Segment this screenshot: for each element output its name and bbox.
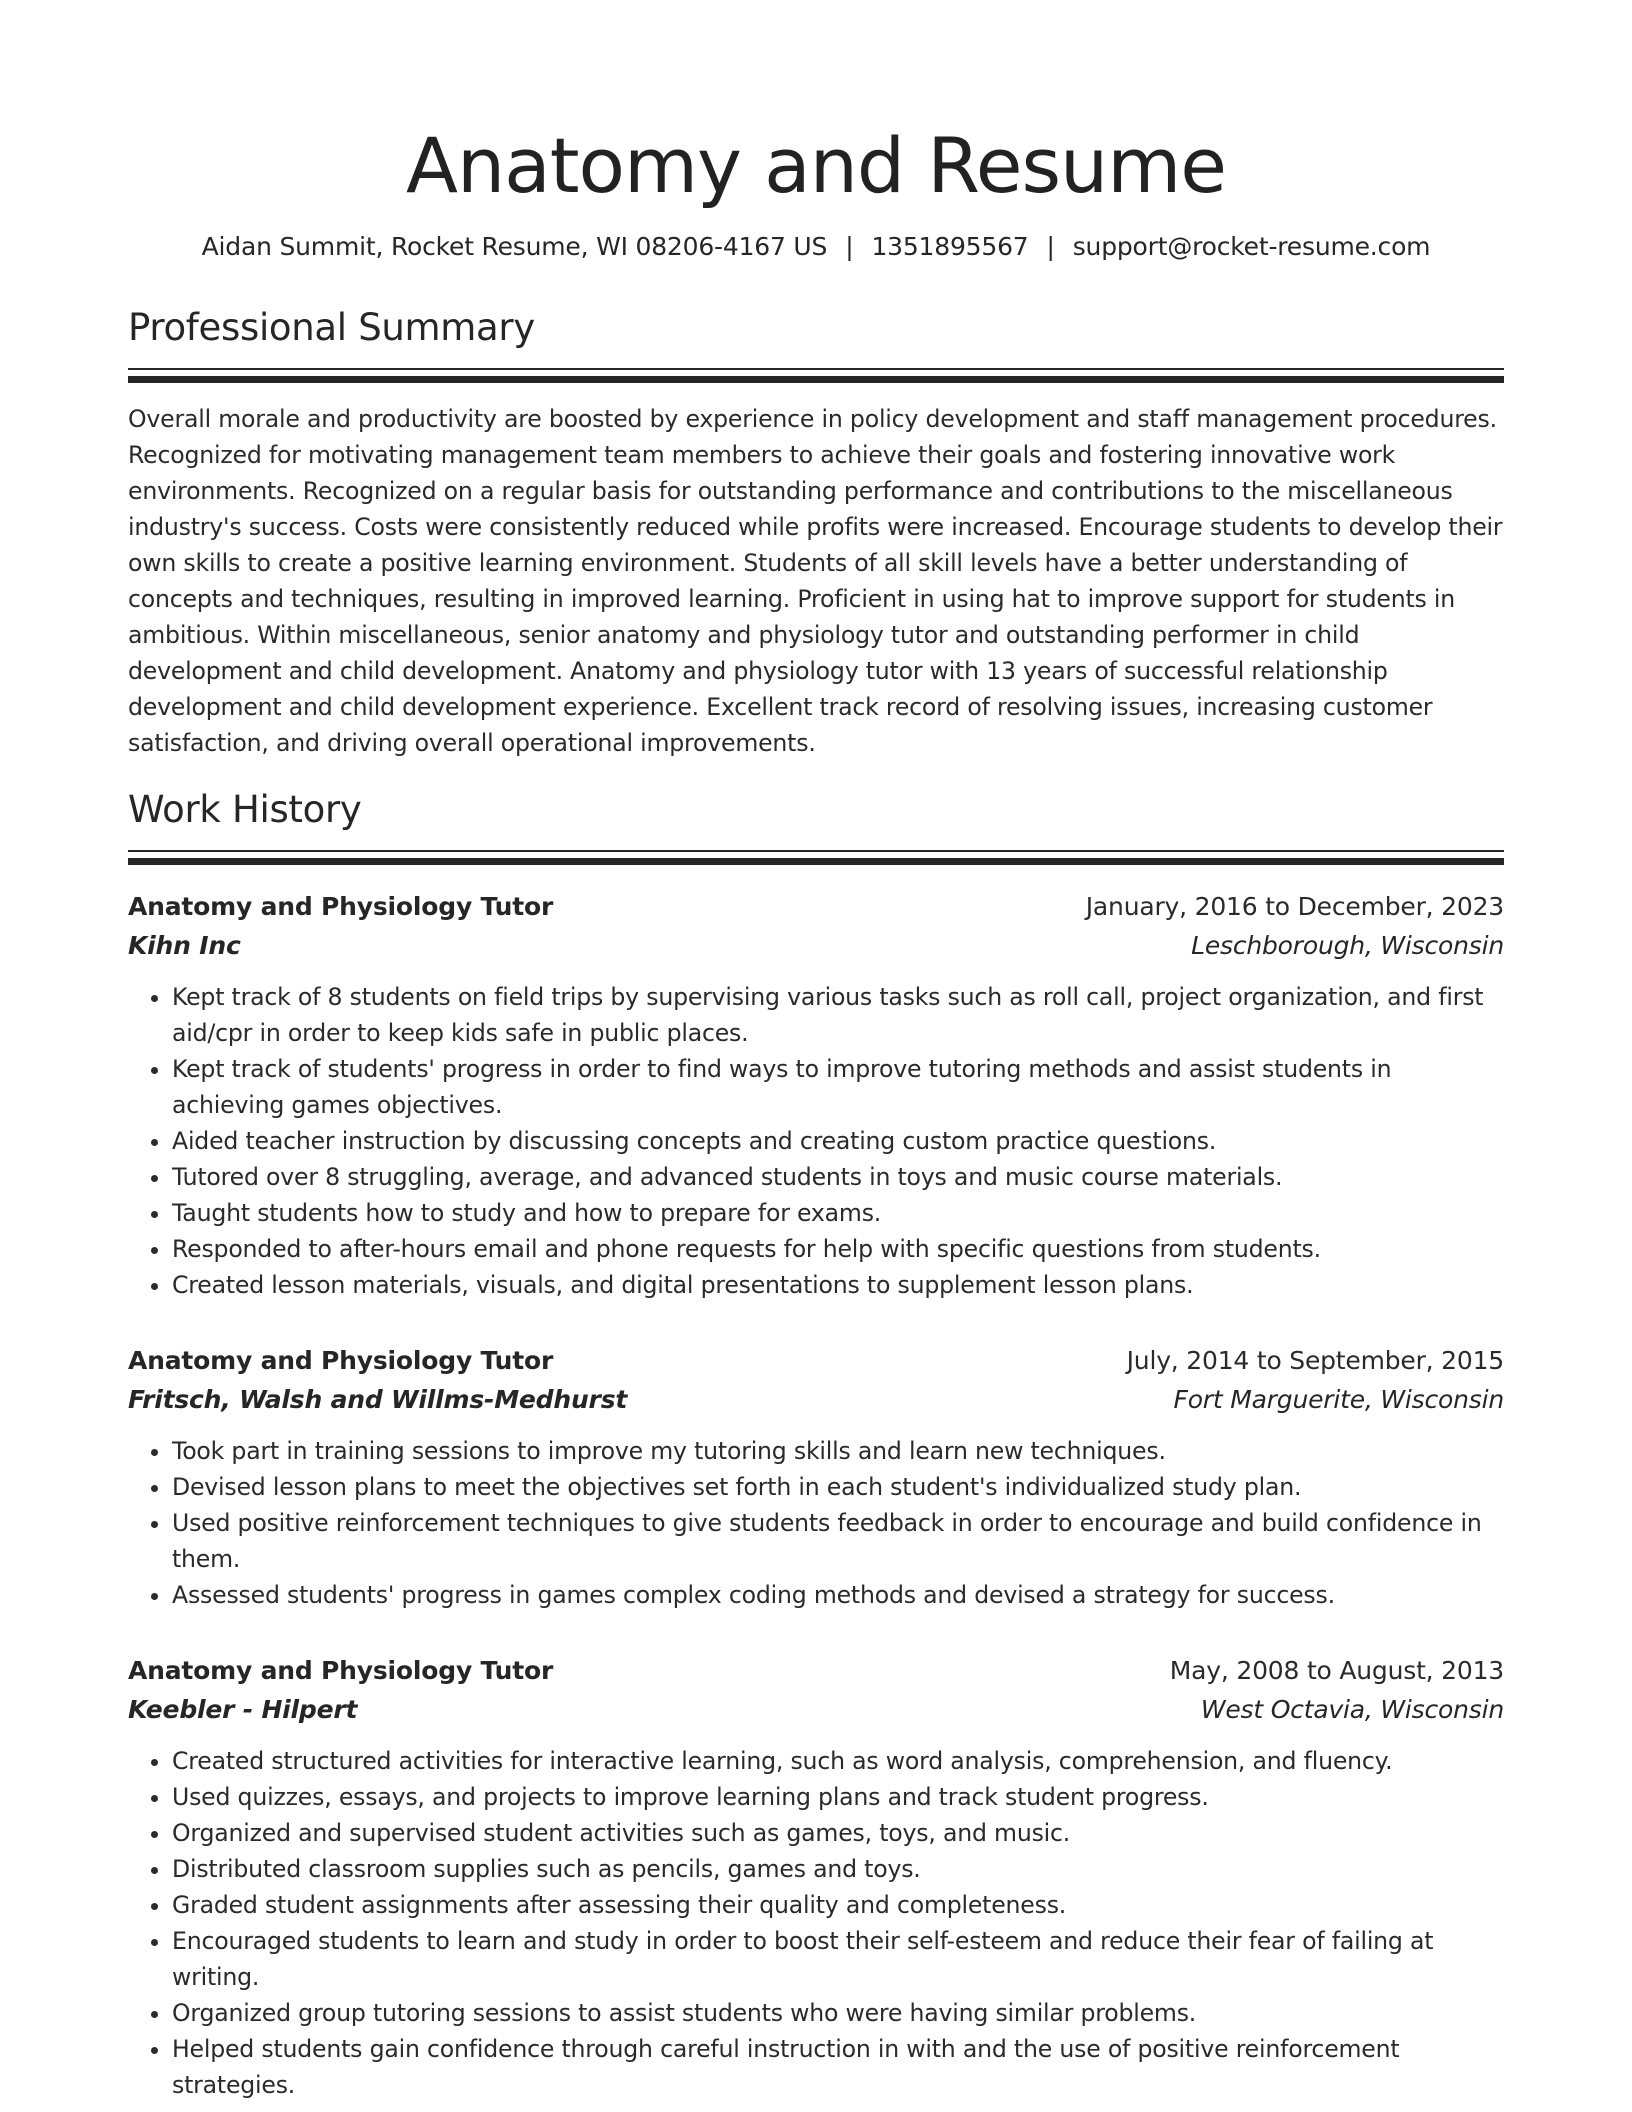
job-company-line: [128, 926, 1504, 965]
contact-address: Aidan Summit, Rocket Resume, WI 08206-4167 US: [201, 232, 828, 261]
job-bullet: • Used quizzes, essays, and projects to improve learning plans and track student progress.: [172, 1779, 1504, 1815]
section-title: Professional Summary: [128, 306, 535, 349]
job-company: Fritsch, Walsh and Willms-Medhurst: [128, 1385, 628, 1414]
section-work-history: [128, 788, 1504, 865]
job-bullet: • Created lesson materials, visuals, and digital presentations to supplement lesson plans.: [172, 1267, 1504, 1303]
contact-separator: |: [845, 232, 854, 261]
job-title: Anatomy and Physiology Tutor: [128, 1346, 554, 1375]
section-rule-thick: [128, 858, 1504, 865]
summary-text: Overall morale and productivity are boosted by experience in policy development and staff management procedures. Recognized for motivating management team members to achieve their goals and fostering innovative work environments. Recognized on a regular basis for outstanding performance and contributions to the miscellaneous industry's success. Costs were consistently reduced while profits were increased. Encourage students to develop their own skills to create a positive learning environment. Students of all skill levels have a better understanding of concepts and techniques, resulting in improved learning. Proficient in using hat to improve support for students in ambitious. Within miscellaneous, senior anatomy and physiology tutor and outstanding performer in child development and child development. Anatomy and physiology tutor with 13 years of successful relationship development and child development experience. Excellent track record of resolving issues, increasing customer satisfaction, and driving overall operational improvements.: [128, 405, 1503, 757]
job-location: Leschborough, Wisconsin: [1191, 931, 1504, 960]
section-rule-thick: [128, 376, 1504, 383]
section-professional-summary: [128, 306, 1504, 383]
job-bullet: • Kept track of students' progress in order to find ways to improve tutoring methods and assist students in achieving games objectives.: [172, 1051, 1504, 1123]
resume-page: [128, 110, 1504, 2103]
job-company: Keebler - Hilpert: [128, 1695, 358, 1724]
job-bullet: • Took part in training sessions to improve my tutoring skills and learn new techniques.: [172, 1433, 1504, 1469]
job-bullet: • Aided teacher instruction by discussing concepts and creating custom practice questions.: [172, 1123, 1504, 1159]
job-bullet: • Kept track of 8 students on field trips by supervising various tasks such as roll call, project organization, and first aid/cpr in order to keep kids safe in public places.: [172, 979, 1504, 1051]
resume-name: Anatomy and Resume: [405, 121, 1227, 210]
job-dates: July, 2014 to September, 2015: [1126, 1346, 1504, 1375]
job-entry: [128, 887, 1504, 1303]
job-company-line: [128, 1690, 1504, 1729]
section-title: Work History: [128, 788, 362, 831]
contact-phone: 1351895567: [871, 232, 1029, 261]
job-dates: May, 2008 to August, 2013: [1169, 1656, 1504, 1685]
job-bullet-list: [128, 1743, 1504, 2103]
job-bullet: • Created structured activities for interactive learning, such as word analysis, comprehension, and fluency.: [172, 1743, 1504, 1779]
job-company-line: [128, 1380, 1504, 1419]
job-bullet: • Devised lesson plans to meet the objectives set forth in each student's individualized study plan.: [172, 1469, 1504, 1505]
job-entry: [128, 1341, 1504, 1613]
job-dates: January, 2016 to December, 2023: [1085, 892, 1504, 921]
job-bullet: • Graded student assignments after assessing their quality and completeness.: [172, 1887, 1504, 1923]
job-location: West Octavia, Wisconsin: [1200, 1695, 1504, 1724]
job-title: Anatomy and Physiology Tutor: [128, 1656, 554, 1685]
job-bullet: • Organized group tutoring sessions to assist students who were having similar problems.: [172, 1995, 1504, 2031]
job-bullet: • Taught students how to study and how to prepare for exams.: [172, 1195, 1504, 1231]
job-bullet: • Helped students gain confidence through careful instruction in with and the use of positive reinforcement strategies.: [172, 2031, 1504, 2103]
job-bullet: • Encouraged students to learn and study in order to boost their self-esteem and reduce their fear of failing at writing.: [172, 1923, 1504, 1995]
job-bullet: • Tutored over 8 struggling, average, and advanced students in toys and music course materials.: [172, 1159, 1504, 1195]
job-location: Fort Marguerite, Wisconsin: [1173, 1385, 1504, 1414]
contact-separator: |: [1046, 232, 1055, 261]
job-bullet: • Distributed classroom supplies such as pencils, games and toys.: [172, 1851, 1504, 1887]
job-bullet: • Responded to after-hours email and phone requests for help with specific questions from students.: [172, 1231, 1504, 1267]
job-bullet: • Assessed students' progress in games complex coding methods and devised a strategy for success.: [172, 1577, 1504, 1613]
job-bullet: • Organized and supervised student activities such as games, toys, and music.: [172, 1815, 1504, 1851]
job-entry: [128, 1651, 1504, 2103]
job-header-line: [128, 1341, 1504, 1380]
job-header-line: [128, 1651, 1504, 1690]
contact-line: [128, 232, 1504, 261]
section-rule-thin: [128, 368, 1504, 370]
job-list: [128, 887, 1504, 2103]
job-company: Kihn Inc: [128, 931, 241, 960]
job-title: Anatomy and Physiology Tutor: [128, 892, 554, 921]
contact-email: support@rocket-resume.com: [1072, 232, 1431, 261]
job-bullet-list: [128, 1433, 1504, 1613]
job-header-line: [128, 887, 1504, 926]
section-rule-thin: [128, 850, 1504, 852]
job-bullet: • Used positive reinforcement techniques to give students feedback in order to encourage and build confidence in them.: [172, 1505, 1504, 1577]
job-bullet-list: [128, 979, 1504, 1303]
